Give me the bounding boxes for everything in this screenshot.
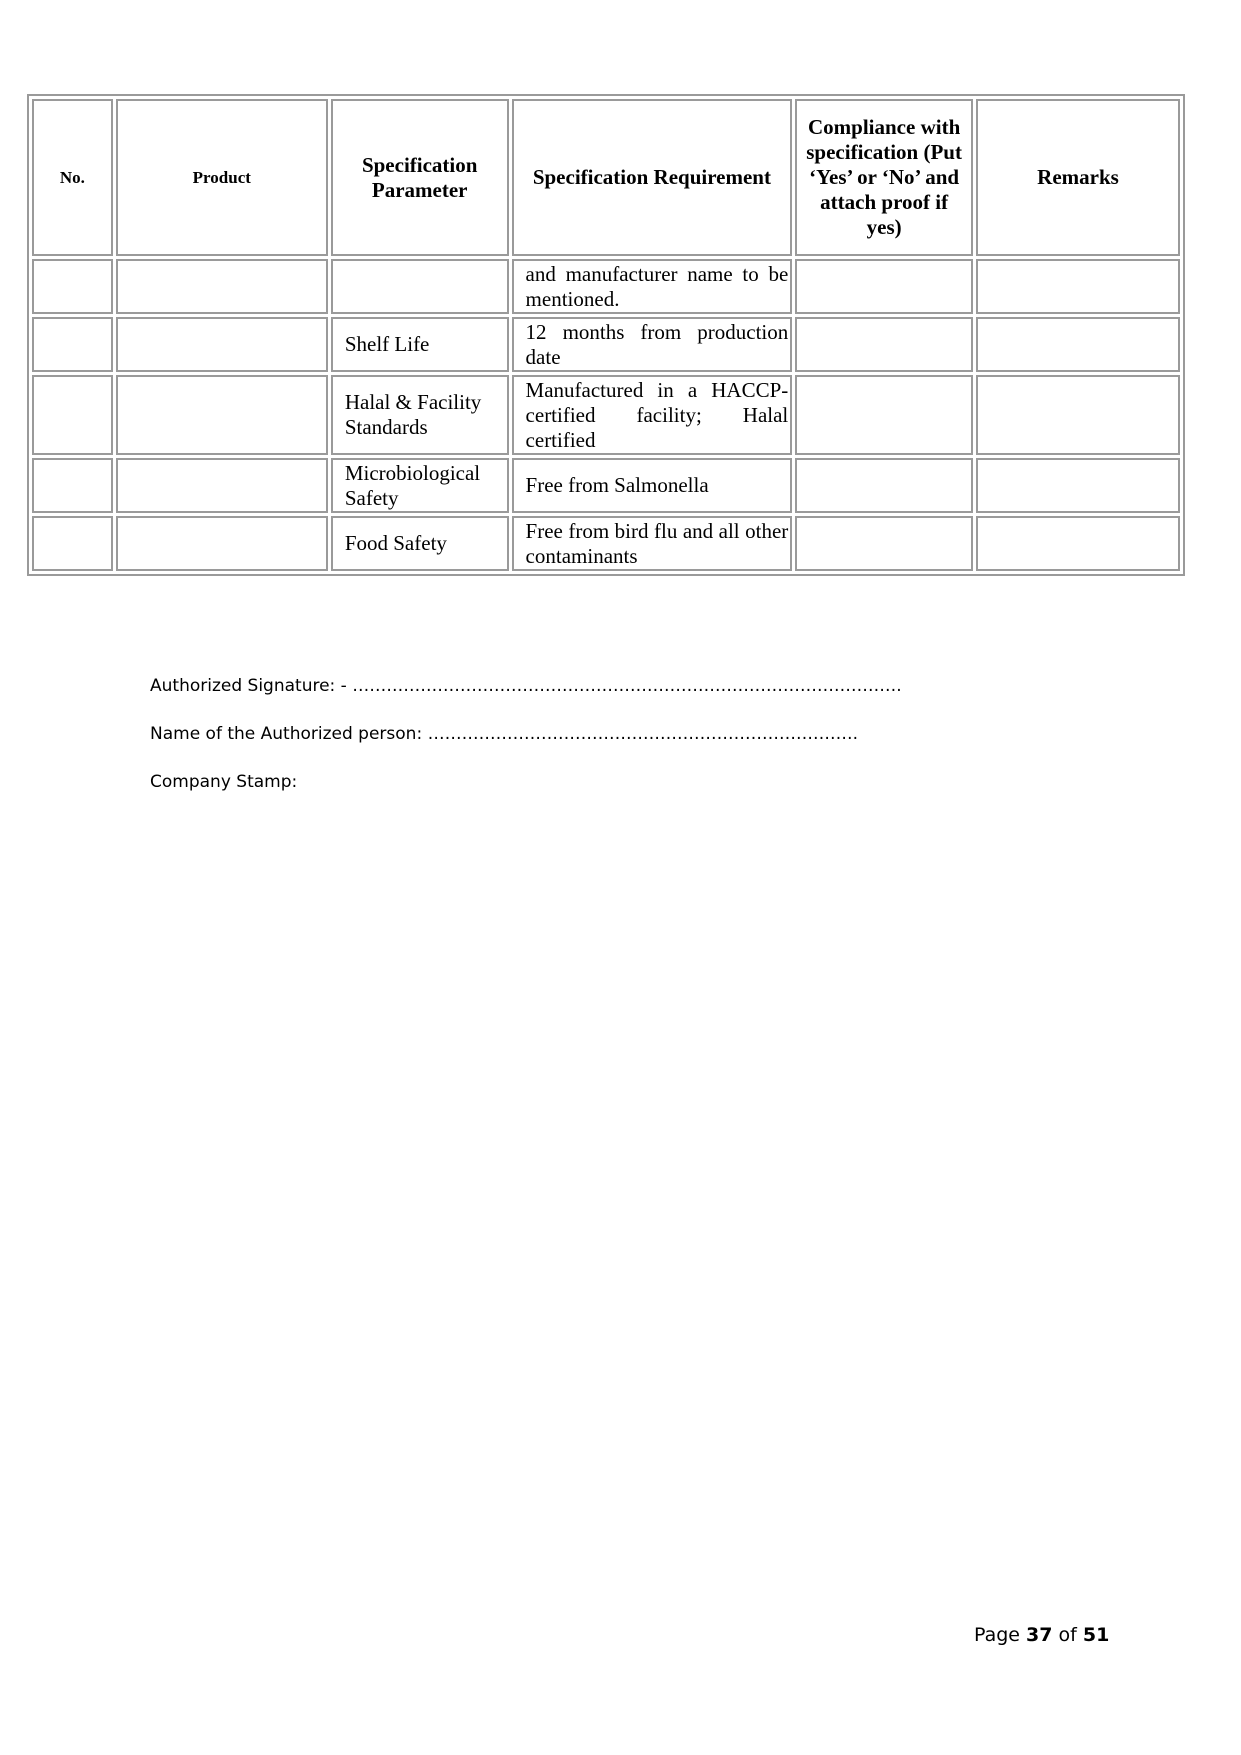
cell-requirement: Free from bird flu and all other contaminants <box>512 516 793 571</box>
cell-product <box>116 375 328 455</box>
cell-remarks <box>976 458 1180 513</box>
page-of: of <box>1058 1624 1077 1646</box>
table-row <box>32 458 1180 513</box>
cell-remarks <box>976 259 1180 314</box>
table-row <box>32 259 1180 314</box>
cell-remarks <box>976 516 1180 571</box>
cell-no <box>32 317 113 372</box>
cell-parameter: Halal & Facility Standards <box>331 375 509 455</box>
page-current: 37 <box>1026 1624 1053 1646</box>
cell-parameter: Shelf Life <box>331 317 509 372</box>
header-product: Product <box>116 99 328 256</box>
header-remarks: Remarks <box>976 99 1180 256</box>
cell-requirement: Free from Salmonella <box>512 458 793 513</box>
table-row <box>32 516 1180 571</box>
header-specification-requirement: Specification Requirement <box>512 99 793 256</box>
cell-compliance <box>795 317 973 372</box>
specification-table <box>27 94 1185 576</box>
cell-no <box>32 375 113 455</box>
page-label: Page <box>974 1624 1020 1646</box>
cell-product <box>116 516 328 571</box>
table-header-row <box>32 99 1180 256</box>
cell-remarks <box>976 317 1180 372</box>
cell-compliance <box>795 458 973 513</box>
cell-product <box>116 259 328 314</box>
cell-requirement: and manufacturer name to be mentioned. <box>512 259 793 314</box>
cell-parameter <box>331 259 509 314</box>
cell-no <box>32 516 113 571</box>
cell-compliance <box>795 516 973 571</box>
header-specification-parameter: Specification Parameter <box>331 99 509 256</box>
authorized-person-line: Name of the Authorized person: …………………………………………………………………. <box>150 724 858 744</box>
authorized-signature-line: Authorized Signature: - ……………………………………………………………………………………. <box>150 676 902 696</box>
cell-remarks <box>976 375 1180 455</box>
cell-requirement: 12 months from production date <box>512 317 793 372</box>
cell-no <box>32 458 113 513</box>
page-number <box>974 1624 1109 1646</box>
cell-parameter: Food Safety <box>331 516 509 571</box>
cell-compliance <box>795 259 973 314</box>
cell-product <box>116 458 328 513</box>
cell-requirement: Manufactured in a HACCP-certified facility; Halal certified <box>512 375 793 455</box>
cell-product <box>116 317 328 372</box>
header-compliance: Compliance with specification (Put ‘Yes’ or ‘No’ and attach proof if yes) <box>795 99 973 256</box>
table-row <box>32 317 1180 372</box>
company-stamp-label: Company Stamp: <box>150 772 298 792</box>
page-total: 51 <box>1082 1624 1110 1646</box>
cell-compliance <box>795 375 973 455</box>
header-no: No. <box>32 99 113 256</box>
table-row <box>32 375 1180 455</box>
cell-no <box>32 259 113 314</box>
cell-parameter: Microbiological Safety <box>331 458 509 513</box>
